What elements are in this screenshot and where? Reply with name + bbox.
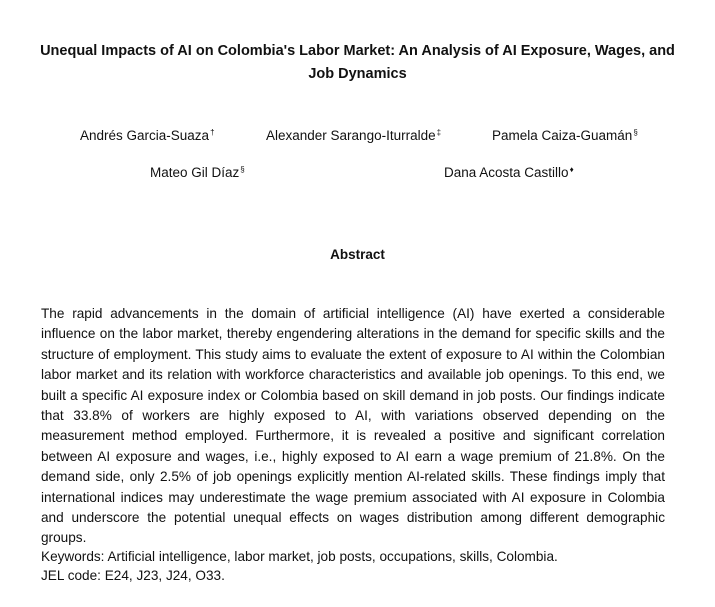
author-4 [150, 164, 245, 182]
author-affiliation-mark: ‡ [436, 128, 442, 137]
author-2 [266, 127, 441, 145]
keywords-line: Keywords: Artificial intelligence, labor market, job posts, occupations, skills, Colombia. [41, 549, 558, 564]
author-name: Pamela Caiza-Guamán [492, 128, 633, 143]
jel-codes-line: JEL code: E24, J23, J24, O33. [41, 568, 225, 583]
paper-title: Unequal Impacts of AI on Colombia's Labor Market: An Analysis of AI Exposure, Wages, and Job Dynamics [40, 43, 675, 82]
abstract-body: The rapid advancements in the domain of artificial intelligence (AI) have exerted a considerable influence on the labor market, thereby engendering alterations in the demand for specific skills and the structure of employment. This study aims to evaluate the extent of exposure to AI within the Colombian labor market and its relation with workforce characteristics and available job openings. To this end, we built a specific AI exposure index or Colombia based on skill demand in job posts. Our findings indicate that 33.8% of workers are highly exposed to AI, with variations observed depending on the measurement method employed. Furthermore, it is revealed a positive and significant correlation between AI exposure and wages, i.e., highly exposed to AI earn a wage premium of 21.8%. On the demand side, only 2.5% of job openings explicitly mention AI-related skills. These findings imply that international indices may underestimate the wage premium associated with AI exposure in Colombia and underscore the potential unequal effects on wages distribution among different demographic groups. [41, 306, 665, 546]
author-5 [444, 164, 574, 182]
author-affiliation-mark: ♦ [569, 165, 574, 174]
author-affiliation-mark: § [240, 165, 245, 174]
author-affiliation-mark: § [633, 128, 638, 137]
author-affiliation-mark: † [210, 128, 215, 137]
abstract-heading: Abstract [330, 247, 385, 262]
author-name: Andrés Garcia-Suaza [80, 128, 210, 143]
author-name: Alexander Sarango-Iturralde [266, 128, 436, 143]
author-1 [80, 127, 215, 145]
author-name: Mateo Gil Díaz [150, 165, 240, 180]
author-name: Dana Acosta Castillo [444, 165, 569, 180]
author-3 [492, 127, 638, 145]
